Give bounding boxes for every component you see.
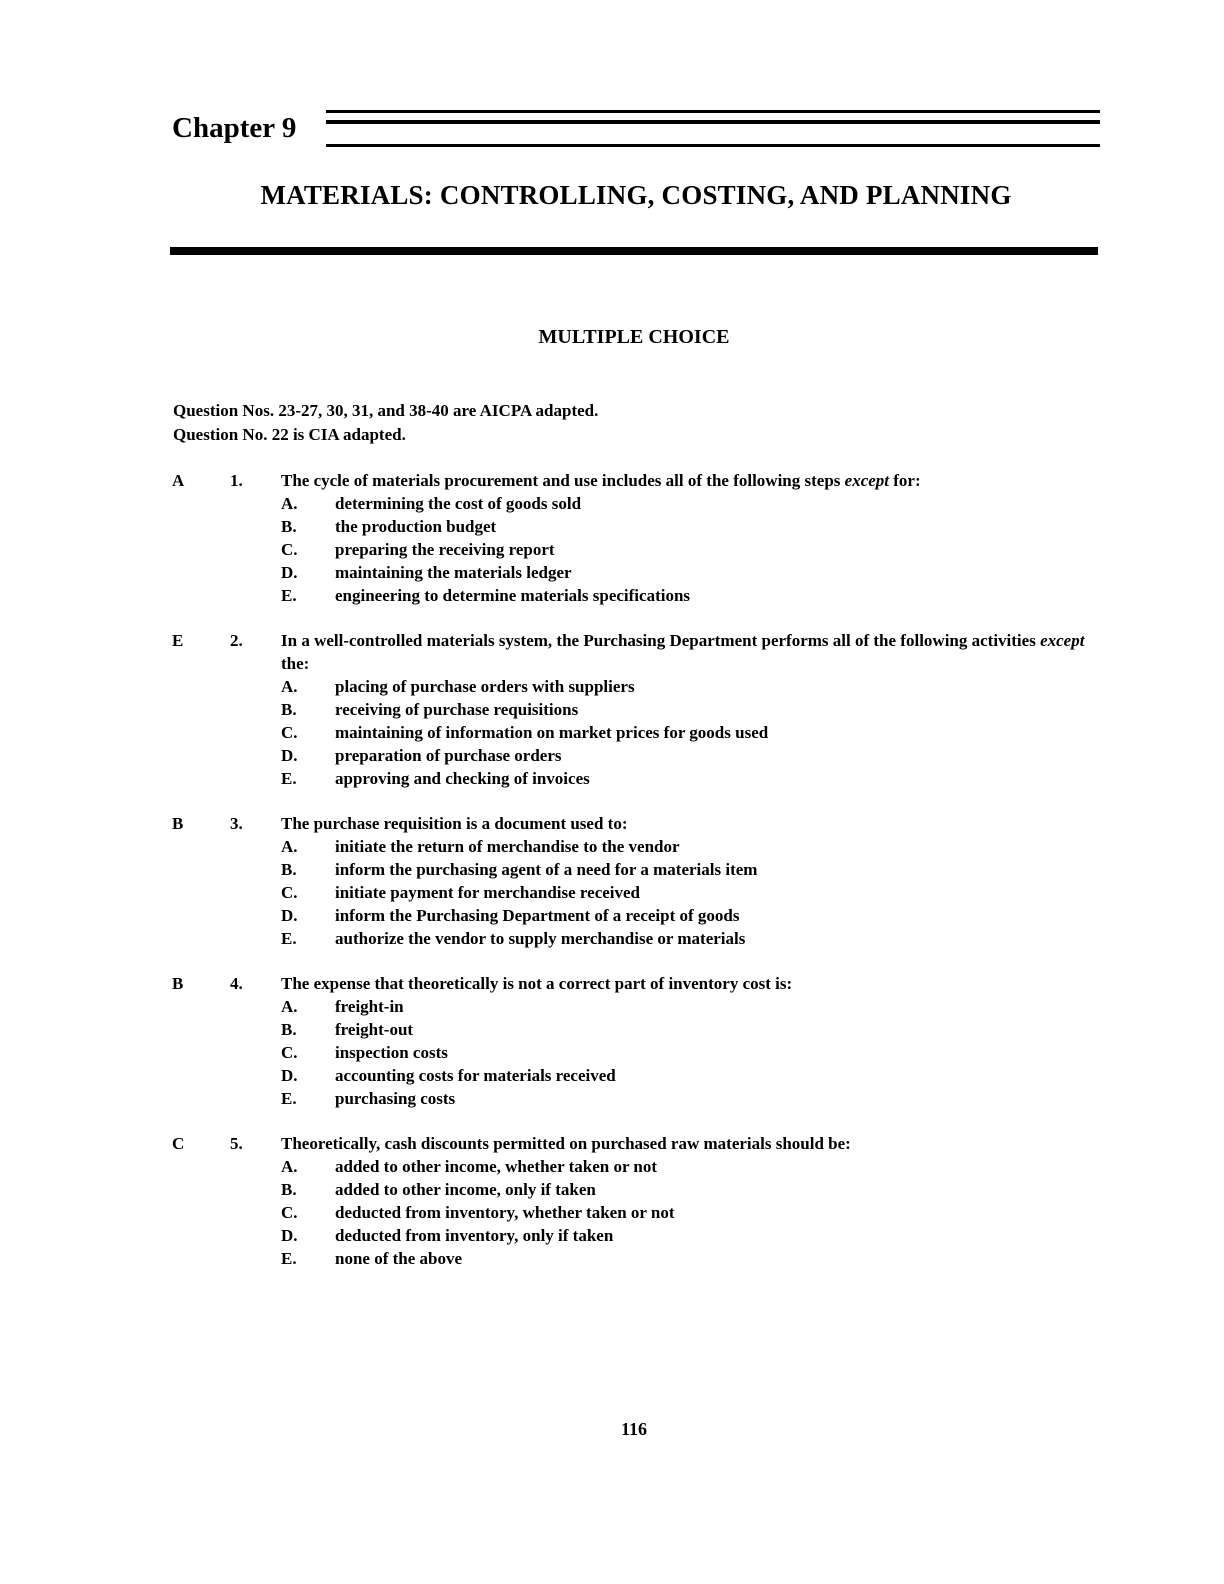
option-letter: A. — [281, 837, 298, 856]
option-text: freight-out — [335, 1020, 414, 1039]
answer-option — [172, 927, 1092, 950]
option-text: maintaining of information on market prices for goods used — [335, 723, 769, 742]
question-text-main: The expense that theoretically is not a correct part of inventory cost is: — [281, 974, 793, 993]
option-text: preparing the receiving report — [335, 540, 555, 559]
option-letter: B. — [281, 1180, 297, 1199]
note-line: Question Nos. 23-27, 30, 31, and 38-40 are AICPA adapted. — [173, 401, 599, 420]
adaptation-notes — [173, 399, 598, 447]
answer-option — [172, 561, 1092, 584]
option-letter: B. — [281, 860, 297, 879]
chapter-label: Chapter 9 — [172, 112, 297, 144]
option-letter: C. — [281, 540, 298, 559]
header-rule-bottom — [326, 144, 1100, 147]
question-number: 2. — [230, 631, 243, 650]
question-text-tail: the: — [281, 654, 310, 673]
option-letter: D. — [281, 1226, 298, 1245]
option-letter: B. — [281, 517, 297, 536]
answer-option — [172, 721, 1092, 744]
option-text: approving and checking of invoices — [335, 769, 590, 788]
question-text-main: Theoretically, cash discounts permitted on purchased raw materials should be: — [281, 1134, 851, 1153]
option-text: accounting costs for materials received — [335, 1066, 616, 1085]
answer-option — [172, 584, 1092, 607]
answer-option — [172, 881, 1092, 904]
option-text: deducted from inventory, whether taken or not — [335, 1203, 675, 1222]
option-letter: D. — [281, 563, 298, 582]
question-text-main: The cycle of materials procurement and use includes all of the following steps — [281, 471, 845, 490]
option-text: none of the above — [335, 1249, 463, 1268]
question-item — [172, 812, 1092, 950]
option-text: inform the purchasing agent of a need for a materials item — [335, 860, 758, 879]
answer-option — [172, 675, 1092, 698]
question-number: 1. — [230, 471, 243, 490]
question-item — [172, 972, 1092, 1110]
option-list — [172, 835, 1092, 950]
option-text: determining the cost of goods sold — [335, 494, 582, 513]
question-stem — [172, 812, 1092, 835]
answer-option — [172, 492, 1092, 515]
option-text: maintaining the materials ledger — [335, 563, 572, 582]
option-letter: B. — [281, 1020, 297, 1039]
header-rule-top — [326, 110, 1100, 113]
option-text: preparation of purchase orders — [335, 746, 562, 765]
option-list — [172, 675, 1092, 790]
question-number: 3. — [230, 814, 243, 833]
option-text: added to other income, only if taken — [335, 1180, 596, 1199]
option-text: purchasing costs — [335, 1089, 456, 1108]
answer-option — [172, 835, 1092, 858]
option-text: placing of purchase orders with suppliers — [335, 677, 635, 696]
answer-option — [172, 1064, 1092, 1087]
option-letter: E. — [281, 1249, 297, 1268]
question-text — [281, 812, 1092, 835]
question-item — [172, 469, 1092, 607]
option-letter: B. — [281, 700, 297, 719]
question-item — [172, 1132, 1092, 1270]
option-letter: C. — [281, 883, 298, 902]
answer-option — [172, 1178, 1092, 1201]
answer-option — [172, 1041, 1092, 1064]
option-letter: E. — [281, 769, 297, 788]
option-text: freight-in — [335, 997, 404, 1016]
answer-option — [172, 744, 1092, 767]
answer-option — [172, 904, 1092, 927]
option-text: initiate payment for merchandise received — [335, 883, 641, 902]
answer-key: B — [172, 974, 184, 993]
note-line: Question No. 22 is CIA adapted. — [173, 425, 406, 444]
question-number: 5. — [230, 1134, 243, 1153]
option-list — [172, 492, 1092, 607]
option-text: authorize the vendor to supply merchandise or materials — [335, 929, 746, 948]
answer-option — [172, 858, 1092, 881]
option-letter: D. — [281, 1066, 298, 1085]
chapter-header — [172, 108, 1100, 158]
option-letter: A. — [281, 997, 298, 1016]
answer-key: C — [172, 1134, 185, 1153]
answer-option — [172, 698, 1092, 721]
option-list — [172, 995, 1092, 1110]
option-text: inspection costs — [335, 1043, 448, 1062]
option-letter: E. — [281, 929, 297, 948]
option-letter: E. — [281, 1089, 297, 1108]
option-letter: A. — [281, 677, 298, 696]
option-text: the production budget — [335, 517, 497, 536]
question-text-main: The purchase requisition is a document used to: — [281, 814, 628, 833]
option-text: receiving of purchase requisitions — [335, 700, 579, 719]
option-letter: D. — [281, 906, 298, 925]
title-divider — [170, 247, 1098, 255]
header-rule-middle — [326, 120, 1100, 124]
answer-option — [172, 515, 1092, 538]
option-letter: C. — [281, 1043, 298, 1062]
answer-option — [172, 538, 1092, 561]
question-item — [172, 629, 1092, 790]
question-text-tail: for: — [889, 471, 921, 490]
answer-key: B — [172, 814, 184, 833]
answer-key: A — [172, 471, 185, 490]
chapter-title: MATERIALS: CONTROLLING, COSTING, AND PLANNING — [260, 180, 1012, 210]
answer-option — [172, 995, 1092, 1018]
option-letter: A. — [281, 1157, 298, 1176]
answer-key: E — [172, 631, 184, 650]
option-text: deducted from inventory, only if taken — [335, 1226, 614, 1245]
page-number: 116 — [620, 1419, 647, 1439]
option-text: initiate the return of merchandise to the vendor — [335, 837, 680, 856]
question-text — [281, 972, 1092, 995]
option-letter: C. — [281, 1203, 298, 1222]
section-heading: MULTIPLE CHOICE — [538, 326, 730, 348]
option-text: engineering to determine materials specifications — [335, 586, 691, 605]
question-text-emphasis: except — [1040, 631, 1085, 650]
answer-option — [172, 1247, 1092, 1270]
question-stem — [172, 972, 1092, 995]
option-letter: D. — [281, 746, 298, 765]
question-text — [281, 1132, 1092, 1155]
option-list — [172, 1155, 1092, 1270]
answer-option — [172, 1155, 1092, 1178]
answer-option — [172, 1224, 1092, 1247]
option-text: added to other income, whether taken or not — [335, 1157, 658, 1176]
option-letter: C. — [281, 723, 298, 742]
answer-option — [172, 1087, 1092, 1110]
option-text: inform the Purchasing Department of a receipt of goods — [335, 906, 740, 925]
answer-option — [172, 1018, 1092, 1041]
question-text-emphasis: except — [844, 471, 890, 490]
question-stem — [172, 469, 1092, 492]
option-letter: A. — [281, 494, 298, 513]
question-text — [281, 629, 1092, 675]
question-stem — [172, 629, 1092, 675]
question-text-main: In a well-controlled materials system, the Purchasing Department performs all of the following activities — [281, 631, 1041, 650]
answer-option — [172, 767, 1092, 790]
option-letter: E. — [281, 586, 297, 605]
question-number: 4. — [230, 974, 243, 993]
question-stem — [172, 1132, 1092, 1155]
question-text — [281, 469, 1092, 492]
answer-option — [172, 1201, 1092, 1224]
question-list — [172, 469, 1092, 1292]
